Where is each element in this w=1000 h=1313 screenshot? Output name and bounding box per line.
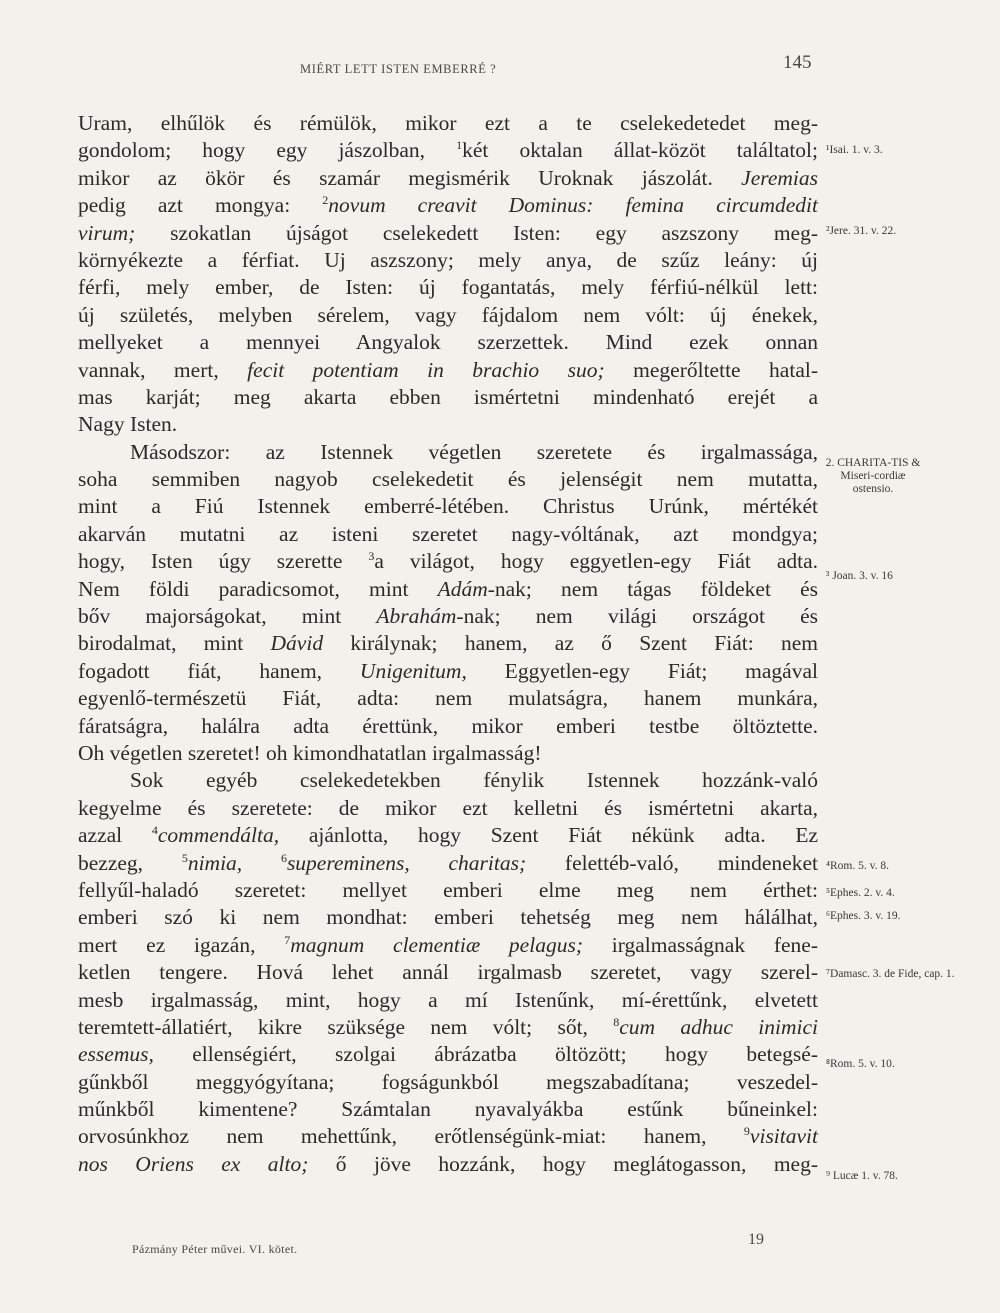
text-line: gondolom; hogy egy jászolban, $^1$két oktalan állat-közöt találtatol; bbox=[78, 138, 818, 163]
margin-note: 2. CHARITA-TIS & Miseri-cordiæ ostensio. bbox=[825, 457, 921, 495]
text-line: Uram, elhűlök és rémülök, mikor ezt a te cselekedetedet meg- bbox=[78, 111, 818, 135]
text-line: Nem földi paradicsomot, mint Adám-nak; nem tágas földeket és bbox=[78, 576, 818, 601]
page-number: 145 bbox=[783, 52, 812, 73]
margin-note: ²Jere. 31. v. 22. bbox=[826, 225, 897, 237]
text-line: Másodszor: az Istennek végetlen szeretete és irgalmassága, bbox=[130, 439, 818, 464]
text-line: új születés, melyben sérelem, vagy fájdalom nem vólt: új énekek, bbox=[78, 302, 818, 327]
text-line: emberi szó ki nem mondhat: emberi tehetség meg nem hálálhat, bbox=[78, 905, 818, 930]
margin-note: ⁸Rom. 5. v. 10. bbox=[826, 1058, 895, 1070]
text-line: egyenlő-természetü Fiát, adta: nem mulatságra, hanem munkára, bbox=[78, 686, 818, 711]
text-line: férfi, mely ember, de Isten: új fogantatás, mely férfiú-nélkül lett: bbox=[78, 275, 818, 300]
footer-volume-line: Pázmány Péter művei. VI. kötet. bbox=[132, 1242, 298, 1256]
text-line: orvosúnkhoz nem mehettűnk, erőtlenségünk-miat: hanem, $^9$visitavit bbox=[78, 1124, 818, 1149]
text-line: műnkből kimentene? Számtalan nyavalyákba estűnk bűneinkel: bbox=[78, 1097, 818, 1122]
text-line: birodalmat, mint Dávid királynak; hanem, az ő Szent Fiát: nem bbox=[78, 631, 819, 656]
text-line: mesb irgalmasság, mint, hogy a mí Istenűnk, mí-érettűnk, elvetett bbox=[78, 987, 818, 1012]
text-line: Oh végetlen szeretet! oh kimondhatatlan irgalmasság! bbox=[78, 740, 542, 765]
margin-note: ⁶Ephes. 3. v. 19. bbox=[826, 910, 901, 922]
text-line: mert ez igazán, $^7$magnum clementiæ pelagus; irgalmasságnak fene- bbox=[78, 932, 818, 957]
margin-note: ⁹ Lucæ 1. v. 78. bbox=[826, 1170, 898, 1182]
text-line: Sok egyéb cselekedetekben fénylik Istennek hozzánk-való bbox=[130, 768, 818, 793]
margin-note: ⁷Damasc. 3. de Fide, cap. 1. bbox=[826, 968, 955, 980]
text-line: bezzeg, $^5$nimia, $^6$supereminens, charitas; felettéb-való, mindeneket bbox=[78, 850, 818, 875]
text-line: nos Oriens ex alto; ő jöve hozzánk, hogy meglátogasson, meg- bbox=[78, 1151, 818, 1176]
margin-note: ³ Joan. 3. v. 16 bbox=[826, 570, 893, 582]
text-line: akarván mutatni az isteni szeretet nagy-vóltának, azt mondgya; bbox=[78, 521, 818, 546]
text-line: Nagy Isten. bbox=[78, 412, 178, 437]
text-line: pedig azt mongya: $^2$novum creavit Dominus: femina circumdedit bbox=[78, 193, 818, 218]
text-line: vannak, mert, fecit potentiam in brachio suo; megerőltette hatal- bbox=[78, 357, 818, 382]
text-line: bőv majorságokat, mint Abrahám-nak; nem világi országot és bbox=[78, 604, 819, 629]
text-line: fellyűl-haladó szeretet: mellyet emberi elme meg nem érthet: bbox=[78, 877, 818, 902]
running-head: MIÉRT LETT ISTEN EMBERRÉ ? bbox=[300, 62, 497, 76]
text-line: környékezte a férfiat. Uj aszszony; mely anya, de szűz leány: új bbox=[78, 247, 818, 272]
text-line: fogadott fiát, hanem, Unigenitum, Eggyetlen-egy Fiát; magával bbox=[78, 658, 818, 683]
margin-note: ¹Isai. 1. v. 3. bbox=[826, 144, 883, 156]
text-line: mint a Fiú Istennek emberré-létében. Christus Urúnk, mértékét bbox=[78, 494, 818, 519]
text-line: hogy, Isten úgy szerette $^3$a világot, hogy eggyetlen-egy Fiát adta. bbox=[78, 549, 818, 574]
text-line: mellyeket a mennyei Angyalok szerzettek. Mind ezek onnan bbox=[78, 330, 818, 355]
text-line: essemus, ellenségiért, szolgai ábrázatba öltözött; hogy betegsé- bbox=[78, 1042, 818, 1067]
margin-note: ⁵Ephes. 2. v. 4. bbox=[826, 887, 895, 899]
text-line: ketlen tengere. Hová lehet annál irgalmasb szeretet, vagy szerel- bbox=[78, 960, 818, 985]
text-line: gűnkből meggyógyítana; fogságunkból megszabadítana; veszedel- bbox=[78, 1069, 818, 1094]
text-line: kegyelme és szeretete: de mikor ezt kelletni és ismértetni akarta, bbox=[78, 795, 818, 820]
margin-note: ⁴Rom. 5. v. 8. bbox=[826, 860, 890, 872]
text-line: soha semmiben nagyob cselekedetit és jelenségit nem mutatta, bbox=[78, 467, 818, 492]
text-line: virum; szokatlan újságot cselekedett Isten: egy aszszony meg- bbox=[78, 220, 818, 245]
text-line: mikor az ökör és szamár megismérik Uroknak jászolát. Jeremias bbox=[78, 165, 818, 190]
text-line: azzal $^4$commendálta, ajánlotta, hogy Szent Fiát nékünk adta. Ez bbox=[78, 823, 818, 848]
body-text bbox=[78, 110, 818, 1178]
text-line: fáratságra, halálra adta érettünk, mikor emberi testbe öltöztette. bbox=[78, 713, 818, 738]
text-line: mas karját; meg akarta ebben ismértetni mindenható erejét a bbox=[78, 384, 818, 409]
text-line: teremtett-állatiért, kikre szükségе nem vólt; sőt, $^8$cum adhuc inimici bbox=[78, 1014, 818, 1039]
signature-mark: 19 bbox=[748, 1231, 764, 1248]
